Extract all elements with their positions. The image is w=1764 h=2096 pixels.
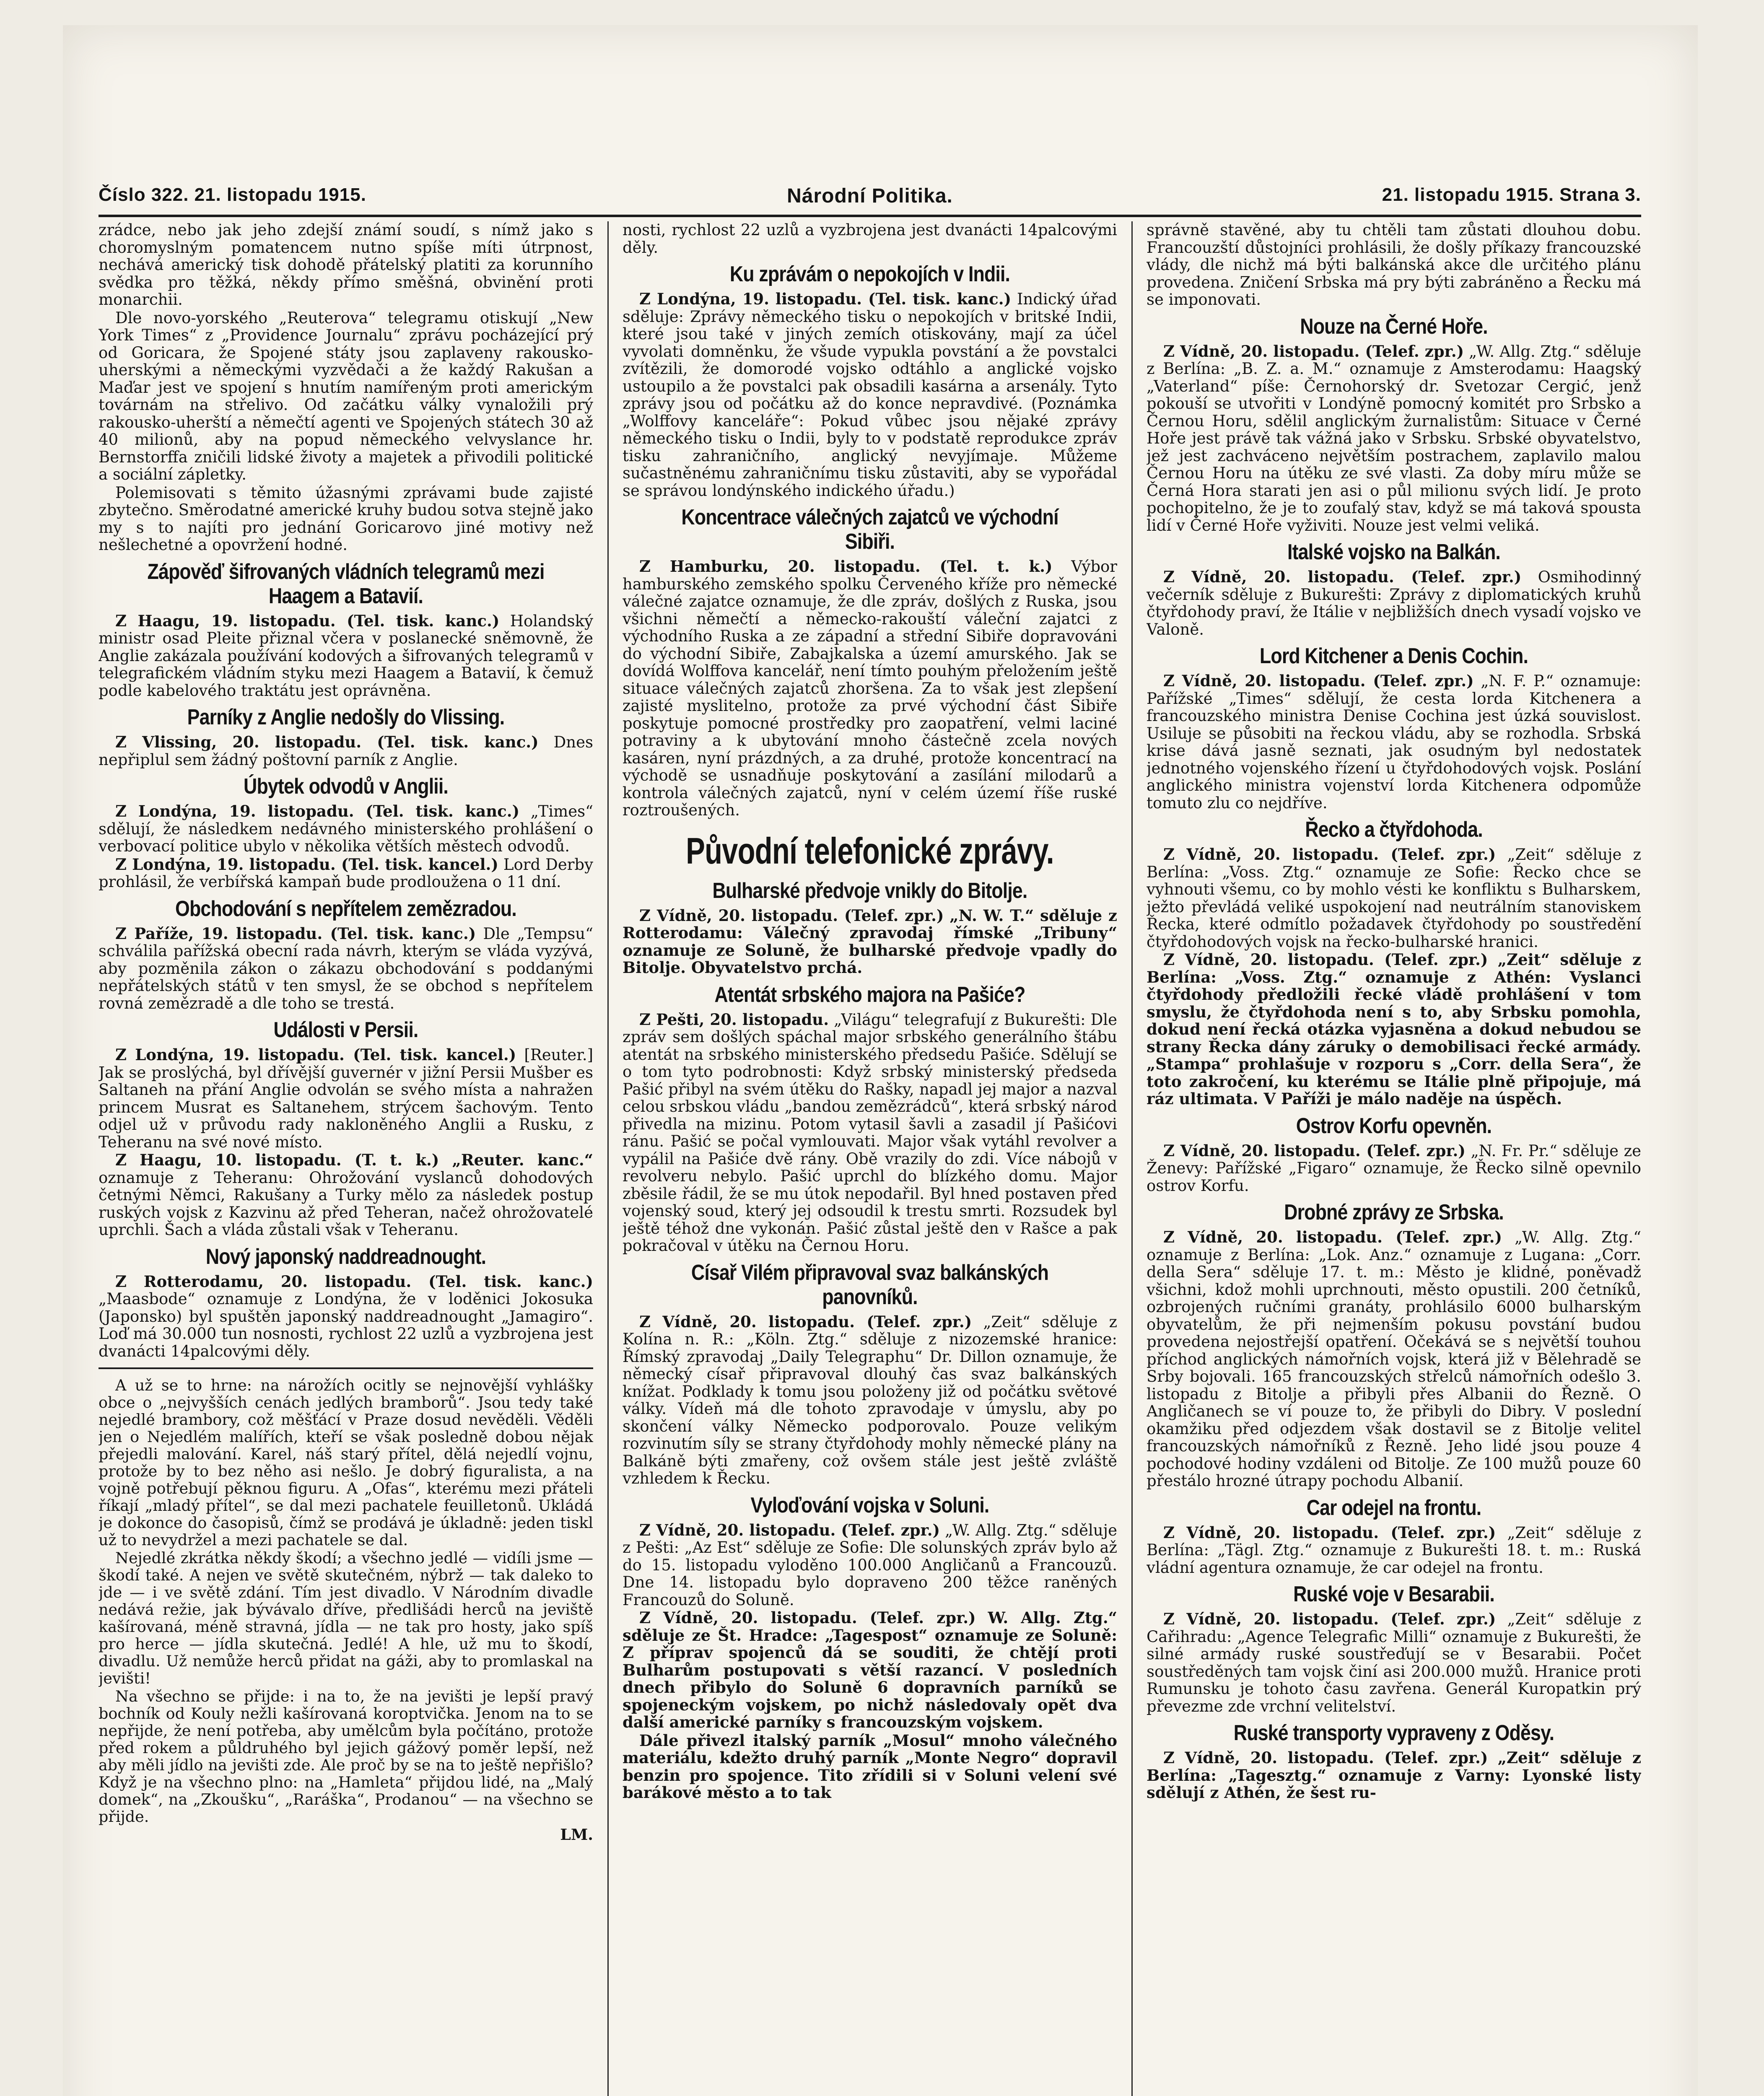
headline: Ku zprávám o nepokojích v Indii. bbox=[729, 262, 1010, 286]
dateline: Z Rotterodamu, 20. listopadu. (Tel. tisk. kanc.) bbox=[115, 1272, 593, 1291]
dateline: Z Haagu, 10. listopadu. (T. t. k.) „Reuter. kanc.“ bbox=[115, 1151, 593, 1169]
article-text: „Maasbode“ oznamuje z Londýna, že v loděnici Jokosuka (Japonsko) byl spuštěn japonský naddreadnought „Jamagiro“. Loď má 30.000 tun nosnosti, rychlost 22 uzlů a vyzbrojena jest dvanácti 14palcovými děly. bbox=[99, 1290, 593, 1360]
article-text: Dnes nepřiplul sem žádný poštovní parník z Anglie. bbox=[99, 733, 593, 769]
headline: Drobné zprávy ze Srbska. bbox=[1284, 1200, 1504, 1224]
headline: Zápověď šifrovaných vládních telegramů mezi Haagem a Batavií. bbox=[147, 559, 545, 608]
article-text: „N. W. T.“ sděluje z Rotterodamu: Válečný zpravodaj římské „Tribuny“ oznamuje ze Soluně, že bulharské předvoje vpadly do Bitolje. Obyvatelstvo prchá. bbox=[623, 906, 1117, 977]
article-text: W. Allg. Ztg.“ sděluje ze Št. Hradce: „Tagespost“ oznamuje ze Soluně: Z příprav spojenců dá se souditi, že chtějí proti Bulharům postupovati s větší razancí. V posledních dnech přibylo do Soluně 6 dopravních parníků se spojeneckým vojskem, po nichž následovaly opět dva další americké parníky s francouzským vojskem. bbox=[623, 1608, 1117, 1731]
headline: Ostrov Korfu opevněn. bbox=[1296, 1113, 1492, 1138]
dateline: Z Vídně, 20. listopadu. (Telef. zpr.) bbox=[639, 1608, 976, 1627]
headline: Vyloďování vojska v Soluni. bbox=[750, 1493, 989, 1518]
date-page-number: 21. listopadu 1915. Strana 3. bbox=[1382, 184, 1641, 205]
dateline: Z Vídně, 20. listopadu. (Telef. zpr.) bbox=[639, 1520, 940, 1539]
newspaper-title: Národní Politika. bbox=[787, 185, 953, 207]
dateline: Z Paříže, 19. listopadu. (Tel. tisk. kanc.) bbox=[115, 924, 476, 943]
headline: Obchodování s nepřítelem zemězradou. bbox=[175, 896, 516, 921]
issue-number-date: Číslo 322. 21. listopadu 1915. bbox=[99, 184, 366, 205]
article-text: [Reuter.] Jak se proslýchá, byl dřívější guvernér v jižní Persii Mušber es Saltaneh na přání Anglie odvolán se svého místa a nahražen princem Musrat es Saltanehem, strýcem šachovým. Tento odjel už v průvodu rady nakloněného Anglii a Rusku, z Teheranu na své nové místo. bbox=[99, 1046, 593, 1151]
section-headline: Původní telefonické zprávy. bbox=[686, 830, 1054, 872]
article-text: Indický úřad sděluje: Zprávy německého tisku o nepokojích v britské Indii, které jsou také v jiných zemích otiskovány, mají za účel vyvolati domněnku, že všude vypukla povstání a že povstalci zvítězili, že domorodé vojsko odtáhlo a anglické vojsko ustoupilo a že povstalci pak obsadili kasárna a arsenály. Tyto zprávy jsou od počátku až do konce nepravdivé. (Poznámka „Wolffovy kanceláře“: Pokud vůbec jsou nějaké zprávy německého tisku o Indii, byly to v podstatě reprodukce zpráv tisku zahraničního, anglický nevyjímaje. Můžeme sučastněnému zahraničnímu tisku zůstaviti, aby se vypořádal se správou londýnského indického úřadu.) bbox=[623, 290, 1117, 500]
article-text: „W. Allg. Ztg.“ sděluje z Berlína: „B. Z. a. M.“ oznamuje z Amsterodamu: Haagský „Vaterland“ píše: Černohorský dr. Svetozar Cergić, jenž pokouší se utvořiti v Londýně pomocný komitét pro Srbsko a Černou Horu, sdělil anglickým žurnalistům: Situace v Černé Hoře jest právě tak vážná jako v Srbsku. Srbské obyvatelstvo, jež jest zachváceno největším postrachem, zaplavilo malou Černou Horu na útěku ze své vlasti. Za doby míru může se Černá Hora starati jen asi o půl milionu svých lidí. Je proto pochopitelno, že je to zoufalý stav, když se má taková spousta lidí v Černé Hoře vyživiti. Nouze jest velmi veliká. bbox=[1147, 342, 1641, 534]
article-text: „Zeit“ sděluje z Cařihradu: „Agence Telegrafic Milli“ oznamuje z Bukurešti, že silné armády ruské soustřeďují se v Besarabii. Počet soustředěných tam vojsk činí asi 200.000 mužů. Hranice proti Rumunsku je tohoto času zavřena. Generál Kuropatkin prý převezme zde vrchní velitelství. bbox=[1147, 1610, 1641, 1715]
article-text: „N. Fr. Pr.“ sděluje ze Ženevy: Pařížské „Figaro“ oznamuje, že Řecko silně opevnilo ostrov Korfu. bbox=[1147, 1141, 1641, 1195]
feuilleton bbox=[99, 1377, 593, 1843]
author-signature: LM. bbox=[560, 1826, 593, 1844]
headline: Nouze na Černé Hoře. bbox=[1300, 314, 1488, 339]
headline: Nový japonský naddreadnought. bbox=[205, 1244, 486, 1269]
headline: Řecko a čtyřdohoda. bbox=[1305, 817, 1483, 842]
article-paragraph: Polemisovati s těmito úžasnými zprávami bude zajisté zbytečno. Směrodatné americké kruhy budou sotva stejně jako my s to najíti pro jednání Goricarovo jiné motivy než nešlechetné a opovržení hodné. bbox=[99, 483, 593, 554]
headline: Parníky z Anglie nedošly do Vlissing. bbox=[187, 705, 505, 729]
article-text: oznamuje z Teheranu: Ohrožování vyslanců dohodových četnými Němci, Rakušany a Turky mělo za následek postup ruských vojsk z Kazvinu až před Teheran, načež ohrožovatelé uprchli. Šach a vláda zůstali však v Teheranu. bbox=[99, 1168, 593, 1239]
column-3 bbox=[1147, 221, 1641, 2096]
article-text: „Zeit“ sděluje z Kolína n. R.: „Köln. Ztg.“ sděluje z nizozemské hranice: Římský zpravodaj „Daily Telegraphu“ Dr. Dillon oznamuje, že německý císař připravoval dlouhý čas svaz balkánských knížat. Podklady k tomu jsou položeny již od počátku světové války. Vídeň má dle tohoto zpravodaje v úmyslu, aby po skončení války Německo podporovalo. Pouze velikým rozvinutím síly se strany čtyřdohody mohly německé plány na Balkáně býti zmařeny, což ovšem stále jest ještě zvláště vzhledem k Řecku. bbox=[623, 1313, 1117, 1487]
article-text: „Zeit“ sděluje z Berlína: „Voss. Ztg.“ oznamuje z Athén: Vyslanci čtyřdohody předložili řecké vládě prohlášení v tom smyslu, že čtyřdohoda není s to, aby Srbsku pomohla, dokud není řecká otázka vyjasněna a dokud nebudou se strany Řecka dány záruky o demobilisaci řecké armády. „Stampa“ prohlašuje v rozporu s „Corr. della Sera“, že toto zakročení, ku kterému se Itálie plně připojuje, má ráz ultimata. V Paříži je málo naděje na úspěch. bbox=[1147, 950, 1641, 1108]
column-divider bbox=[607, 221, 609, 2096]
article-text: „Times“ sdělují, že následkem nedávného ministerského prohlášení o verbovací politice ubylo v několika větších městech odvodů. bbox=[99, 802, 593, 855]
feuilleton-paragraph: A už se to hrne: na nárožích ocitly se nejnovější vyhlášky obce o „nejvyšších cenách jedlých bramborů“. Jsou tedy také nejedlé brambory, což měšťácí v Praze dosud nevěděli. Věděli jen o Nejedlém malířích, kteří se však posledně dobou nějak přejedli malování. Karel, náš starý přítel, dělá nejedlí vojnu, protože by to bez něho asi nešlo. Je dobrý figuralista, a na vojně potřebují pěknou figuru. A „Ofas“, kterému mezi přáteli říkají „mladý přítel“, se dal mezi pachatele feuilletonů. Ukládá je dokonce do časopisů, čímž se prodává je úkladně: jeden tiskl už to nevydržel a mezi pachatele se dal. bbox=[99, 1376, 593, 1549]
article-text: „W. Allg. Ztg.“ sděluje z Pešti: „Az Est“ sděluje ze Sofie: Dle solunských zpráv bylo až do 15. listopadu vyloděno 100.000 Angličanů a Francouzů. Dne 14. listopadu bylo dopraveno 200 těžce raněných Francouzů do Soluně. bbox=[623, 1521, 1117, 1609]
article-paragraph: nosti, rychlost 22 uzlů a vyzbrojena jest dvanácti 14palcovými děly. bbox=[623, 221, 1117, 257]
article-text: „Zeit“ sděluje z Berlína: „Voss. Ztg.“ oznamuje ze Sofie: Řecko chce se vyhnouti všemu, co by mohlo vésti ke konfliktu s Bulharskem, ježto převládá veliké uspokojení nad neutrálním stanoviskem Řecka, které odmítlo požadavek čtyřdohody po soustředění čtyřdohodových vojsk na řecko-bulharské hranici. bbox=[1147, 846, 1641, 951]
dateline: Z Londýna, 19. listopadu. (Tel. tisk. kanc.) bbox=[115, 802, 520, 820]
headline: Císař Vilém připravoval svaz balkánských panovníků. bbox=[691, 1260, 1049, 1309]
article-paragraph: správně stavěné, aby tu chtěli tam zůstati dlouhou dobu. Francouzští důstojníci prohlásili, že došly příkazy francouzské vlády, dle nichž má býti balkánská akce dle určitého plánu provedena. Zničení Srbska má pry býti zabráněno a Řecku má se imponovati. bbox=[1147, 221, 1641, 309]
dateline: Z Vídně, 20. listopadu. (Telef. zpr.) bbox=[639, 906, 944, 925]
article-text: „Zeit“ sděluje z Berlína: „Tagesztg.“ oznamuje z Varny: Lyonské listy sdělují z Athén, že šest ru- bbox=[1147, 1748, 1641, 1802]
headline: Koncentrace válečných zajatců ve východní Sibiři. bbox=[681, 505, 1058, 554]
feuilleton-paragraph: Na všechno se přijde: i na to, že na jevišti je lepší pravý bochník od Kouly nežli kašírovaná koroptvička. Jenom na to se nepřijde, že není potřeba, aby umělcům byla počítáno, protože před rokem a půldruhého byl jejich gážový poměr lepší, než aby měli jídlo na jevišti zde. Ale proč by se na to ještě nepřišlo? Když je na všechno plno: na „Hamleta“ přijdou lidé, na „Malý domek“, na „Zkoušku“, „Raráška“, Prodanou“ — na všechno se přijde. bbox=[99, 1687, 593, 1826]
dateline: Z Londýna, 19. listopadu. (Tel. tisk. kancel.) bbox=[115, 855, 498, 874]
article-text: „W. Allg. Ztg.“ oznamuje z Berlína: „Lok. Anz.“ oznamuje z Lugana: „Corr. della Sera“ sděluje 17. t. m.: Město je klidné, poněvadž všichni, kdož mohli uprchnouti, město opustili. 200 četníků, ozbrojených ručními granáty, prohlásilo 6000 bulharským obyvatelům, že při nejmenším pokusu povstání budou provedena nejostřejší opatření. Očekává se s největší touhou příchod anglických námořních vojsk, která již v Bělehradě se Srby bojovali. 165 francouzských střelců námořních odešlo 3. listopadu z Bitolje a přibyli přes Albanii do Řezně. O Angličanech se ví pouze to, že přibyli do Dibry. V poslední okamžiku před odjezdem však dostavil se z Bitolje velitel francouzských námořníků z Řezně. Jeho lidé jsou pouze 4 pochodové hodiny vzdáleni od Bitolje. Ze 100 mužů pouze 60 přestálo hrozné útrapy pochodu Albanií. bbox=[1147, 1228, 1641, 1490]
dateline: Z Haagu, 19. listopadu. (Tel. tisk. kanc.) bbox=[115, 611, 500, 630]
article-text: Dle „Tempsu“ schválila pařížská obecní rada návrh, kterým se vláda vyzývá, aby pozměnila zákon o zákazu obchodování s poddanými nepřátelských států v ten smysl, že se obchod s nepřítelem rovná zemězradě a dle toho se trestá. bbox=[99, 924, 593, 1012]
header-rule bbox=[99, 215, 1641, 217]
headline: Lord Kitchener a Denis Cochin. bbox=[1259, 644, 1528, 668]
headline: Atentát srbského majora na Pašiće? bbox=[714, 982, 1025, 1007]
column-1 bbox=[99, 221, 593, 2096]
article-paragraph: zrádce, nebo jak jeho zdejší známí soudí, s nímž jako s choromyslným pomatencem nutno spíše míti útrpnost, nechává americký tisk dohodě přátelský platiti za korunního svědka pro těžká, někdy přímo směšná, obvinění proti monarchii. bbox=[99, 221, 593, 309]
dateline: Z Vídně, 20. listopadu. (Telef. zpr.) bbox=[639, 1312, 972, 1331]
article-text: Holandský ministr osad Pleite přiznal včera v poslanecké sněmovně, že Anglie zakázala používání kodových a šifrovaných telegramů v telegrafickém vládním styku mezi Haagem a Batavií, k čemuž podle kabelového traktátu jest oprávněna. bbox=[99, 612, 593, 700]
headline: Ruské transporty vypraveny z Oděsy. bbox=[1233, 1721, 1554, 1745]
page-header bbox=[99, 184, 1641, 214]
dateline: Z Vídně, 20. listopadu. (Telef. zpr.) bbox=[1163, 950, 1488, 969]
dateline: Z Vídně, 20. listopadu. (Telef. zpr.) bbox=[1163, 845, 1496, 864]
article-text: Výbor hamburského zemského spolku Červeného kříže pro německé válečné zajatce oznamuje, že dle zpráv, došlých z Ruska, jsou všichni němečtí a německo-rakouští váleční zajatci z východního Ruska a ze západní a střední Sibiře dopravováni do východní Sibiře, Zabajkalska a území amurského. Jak se dovídá Wolffova kancelář, není tímto pouhým přeložením ještě situace válečných zajatců zhoršena. Za to však jest zlepšení zajisté myslitelno, protože za prvé východní část Sibiře poskytuje pomocné prostředky pro zaopatření, velmi laciné potraviny a k ubytování mnoho částečně zcela nových kasáren, nyní prázdných, a za druhé, protože koncentrací na východě se usnadňuje poskytování a zasílání milodarů a kontrola válečných zajatců, nyní v celém území říše ruské roztroušených. bbox=[623, 558, 1117, 819]
dateline: Z Londýna, 19. listopadu. (Tel. tisk. kanc.) bbox=[639, 290, 1012, 308]
article-text: Dále přivezl italský parník „Mosul“ mnoho válečného materiálu, kdežto druhý parník „Monte Negro“ dopravil benzin pro spojence. Tito zřídili si v Soluni velení své barákové město a to tak bbox=[623, 1731, 1117, 1802]
dateline: Z Vídně, 20. listopadu. (Telef. zpr.) bbox=[1163, 1228, 1502, 1246]
article-paragraph: Dle novo-yorského „Reuterova“ telegramu otiskují „New York Times“ z „Providence Journalu“ zprávu pocházející prý od Goricara, že Spojené státy jsou zaplaveny rakousko-uherskými a německými vyzvědači a že každý Rakušan a Maďar jest ve spojení s hnutím namířeným proti americkým továrnám na střelivo. Od začátku války vynaložili prý rakousko-uherští a němečtí agenti ve Spojených státech 30 až 40 milionů, aby na popud německého velvyslance hr. Bernstorffa zničili lidské životy a majetek a přivodili politické a sociální zápletky. bbox=[99, 309, 593, 483]
column-divider bbox=[1131, 221, 1133, 2096]
article-text: Lord Derby prohlásil, že verbířská kampaň bude prodloužena o 11 dní. bbox=[99, 855, 593, 891]
dateline: Z Vídně, 20. listopadu. (Telef. zpr.) bbox=[1163, 1748, 1488, 1767]
dateline: Z Vídně, 20. listopadu. (Telef. zpr.) bbox=[1163, 1523, 1496, 1542]
dateline: Z Pešti, 20. listopadu. bbox=[639, 1010, 829, 1029]
dateline: Z Hamburku, 20. listopadu. (Tel. t. k.) bbox=[639, 557, 1053, 576]
headline: Ruské voje v Besarabii. bbox=[1293, 1582, 1494, 1606]
headline: Události v Persii. bbox=[273, 1018, 418, 1042]
dateline: Z Vídně, 20. listopadu. (Telef. zpr.) bbox=[1163, 672, 1474, 690]
feuilleton-paragraph: Nejedlé zkrátka někdy škodí; a všechno jedlé — vidíli jsme — škodí také. A nejen ve světě skutečném, nýbrž — tak daleko to jde — i ve světě zdání. Tím jest divadlo. V Národním divadle nedává režie, jak bývávalo dříve, předlišádi herců na jeviště kašírovaná, méně stravná, jídla — ne tak pro hosty, jako spíš pro herce — jídla skutečná. Jedlé! A hle, už mu to škodí, divadlu. Už nemůže herců přidat na gáži, aby to promlaskal na jevišti! bbox=[99, 1549, 593, 1687]
dateline: Z Vídně, 20. listopadu. (Telef. zpr.) bbox=[1163, 342, 1464, 361]
headline: Bulharské předvoje vnikly do Bitolje. bbox=[712, 878, 1027, 903]
headline: Úbytek odvodů v Anglii. bbox=[244, 774, 448, 799]
headline: Car odejel na frontu. bbox=[1306, 1495, 1481, 1520]
dateline: Z Londýna, 19. listopadu. (Tel. tisk. kancel.) bbox=[115, 1045, 516, 1064]
feuilleton-divider bbox=[99, 1367, 593, 1369]
article-text: „N. F. P.“ oznamuje: Pařížské „Times“ sdělují, že cesta lorda Kitchenera a francouzského ministra Denise Cochina jest úzká souvislost. Usiluje se působiti na řeckou vládu, aby se rozhodla. Srbská krise dává jasně seznati, jak osudným byl nedostatek jednotného vojenského řízení u čtyřdohodových vojsk. Poslání anglického ministra vojenství lorda Kitchenera odpomůže tomuto zlu co nejdříve. bbox=[1147, 672, 1641, 812]
dateline: Z Vídně, 20. listopadu. (Telef. zpr.) bbox=[1163, 1610, 1496, 1628]
dateline: Z Vídně, 20. listopadu. (Telef. zpr.) bbox=[1163, 1141, 1466, 1160]
headline: Italské vojsko na Balkán. bbox=[1287, 540, 1500, 564]
dateline: Z Vlissing, 20. listopadu. (Tel. tisk. kanc.) bbox=[115, 733, 539, 751]
article-text: „Világu“ telegrafují z Bukurešti: Dle zpráv sem došlých spáchal major srbského generálního štábu atentát na srbského ministerského předsedu Pašiće. Sdělují se o tom tyto podrobnosti: Když srbský ministerský předseda Pašić přibyl na svém útěku do Rašky, napadl jej major a nazval celou srbskou vládu „bandou zemězrádců“, která srbský národ přivedla na mizinu. Potom vytasil šavli a zasadil jí Pašićovi ránu. Pašić se počal vymlouvati. Major však vytáhl revolver a vypálil na Pašiće dvě rány. Obě vrazily do zdi. Více nábojů v revolveru nebylo. Pašić uprchl do blízkého domu. Major zběsile řádil, že se mu útok nepodařil. Byl hned postaven před vojenský soud, který jej odsoudil k trestu smrti. Rozsudek byl ještě téhož dne vykonán. Pašić zůstal ještě den v Rašce a pak pokračoval v útěku na Černou Horu. bbox=[623, 1010, 1117, 1255]
article-text: „Zeit“ sděluje z Berlína: „Tägl. Ztg.“ oznamuje z Bukurešti 18. t. m.: Ruská vládní agentura oznamuje, že car odejel na frontu. bbox=[1147, 1523, 1641, 1577]
dateline: Z Vídně, 20. listopadu. (Telef. zpr.) bbox=[1163, 568, 1522, 586]
article-text: Osmihodinný večerník sděluje z Bukurešti: Zprávy z diplomatických kruhů čtyřdohody praví, že Itálie v nejbližších dnech vysadí vojsko ve Valoně. bbox=[1147, 568, 1641, 638]
column-2 bbox=[623, 221, 1117, 2096]
